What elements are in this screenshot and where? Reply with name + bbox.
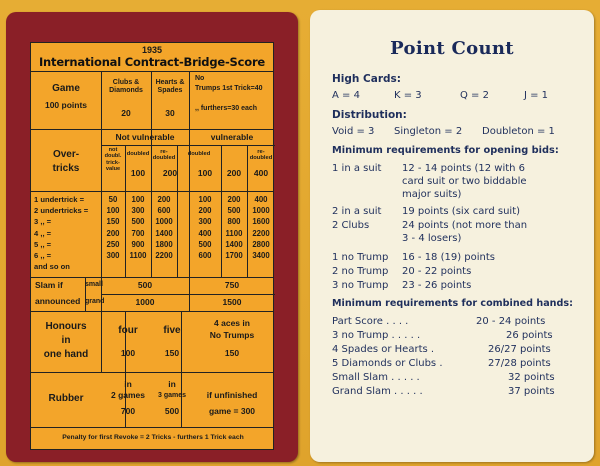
high-card-queen: Q = 2: [460, 90, 489, 101]
distribution-singleton: Singleton = 2: [394, 126, 463, 137]
rubber-two-b: 2 games: [110, 390, 146, 400]
rubber-unfinished: if unfinished: [206, 390, 258, 400]
high-card-ace: A = 4: [332, 90, 360, 101]
rubber-label: Rubber: [48, 393, 84, 404]
undertrick-value: 1400: [155, 228, 173, 238]
undertrick-value: 200: [157, 195, 171, 204]
opening-bid-1-suit-req: 12 - 14 points (12 with 6: [402, 163, 526, 174]
undertrick-value: 150: [106, 217, 120, 227]
undertrick-label: 3 ,, =: [34, 217, 52, 227]
opening-bid-1nt: 1 no Trump: [332, 252, 389, 263]
undertrick-value: 2800: [252, 239, 270, 249]
scoring-card: [6, 12, 298, 462]
rubber-two-a: in: [124, 379, 132, 389]
game-label: Game: [52, 83, 80, 94]
undertrick-value: 200: [106, 228, 120, 238]
combined-grand-slam: Grand Slam . . . . .: [332, 386, 423, 397]
undertrick-value: 2200: [155, 250, 173, 260]
not-doubled-header: not doubl. trick-value: [104, 147, 122, 172]
overtricks-label-2: tricks: [52, 163, 80, 174]
undertrick-label: 2 undertricks =: [34, 206, 89, 216]
overtrick-v-redoubled: 400: [253, 168, 269, 178]
undertrick-col-v-doubled: [222, 194, 246, 261]
point-count-title: Point Count: [390, 38, 514, 59]
no-trumps-line3: ,, furthers=30 each: [195, 105, 258, 112]
opening-bid-1-suit-req: major suits): [402, 189, 462, 200]
point-count-card: [310, 10, 594, 462]
undertrick-value: 1100: [225, 228, 243, 238]
high-cards-heading: High Cards:: [332, 73, 401, 85]
opening-bid-2nt-req: 20 - 22 points: [402, 266, 472, 277]
game-sub: 100 points: [44, 100, 88, 110]
undertrick-value: 500: [131, 217, 145, 227]
honours-label-1: Honours: [45, 321, 87, 332]
slam-grand-label: grand: [85, 298, 105, 305]
high-card-king: K = 3: [394, 90, 422, 101]
undertrick-value: 500: [198, 239, 212, 249]
honours-five-value: 150: [164, 348, 180, 358]
distribution-void: Void = 3: [332, 126, 375, 137]
overtrick-nv-doubled: 100: [130, 168, 146, 178]
opening-bid-2-clubs-req: 24 points (not more than: [402, 220, 528, 231]
slam-label-2: announced: [35, 296, 81, 306]
undertrick-value: 1700: [225, 250, 243, 260]
honours-aces-1: 4 aces in: [214, 318, 250, 328]
rubber-unfinished-value: game = 300: [208, 406, 256, 416]
undertrick-col-nv-undoubled: [101, 194, 125, 261]
undertrick-col-nv-doubled: [126, 194, 150, 261]
not-vulnerable-header: Not vulnerable: [115, 132, 175, 142]
hearts-spades-value: 30: [165, 108, 175, 118]
undertrick-value: 400: [254, 195, 268, 204]
honours-four: four: [118, 325, 138, 336]
undertrick-value: 1100: [129, 250, 147, 260]
undertrick-value: 1600: [252, 217, 270, 227]
honours-label-2: in: [61, 335, 71, 346]
undertrick-value: 1000: [155, 217, 173, 227]
slam-small-label: small: [85, 281, 103, 288]
no-trumps-line1: No: [195, 75, 205, 82]
distribution-heading: Distribution:: [332, 109, 407, 121]
distribution-doubleton: Doubleton = 1: [482, 126, 555, 137]
combined-small-slam: Small Slam . . . . .: [332, 372, 420, 383]
opening-bid-2-suit: 2 in a suit: [332, 206, 382, 217]
undertrick-value: 200: [198, 206, 212, 216]
opening-bids-heading: Minimum requirements for opening bids:: [332, 145, 559, 156]
no-trumps-line2: Trumps 1st Trick=40: [195, 85, 263, 92]
undertrick-col-v-redoubled: [249, 194, 273, 261]
undertrick-value: 500: [227, 206, 241, 216]
undertrick-value: 2200: [252, 228, 270, 238]
undertrick-value: 250: [106, 239, 120, 249]
doubled-header-v: doubled: [187, 151, 211, 157]
opening-bid-2-clubs: 2 Clubs: [332, 220, 370, 231]
combined-small-slam-points: 32 points: [508, 372, 555, 383]
undertrick-value: 400: [198, 228, 212, 238]
overtrick-v-undoubled: 100: [197, 168, 213, 178]
opening-bid-3nt-req: 23 - 26 points: [402, 280, 472, 291]
undertrick-value: 900: [131, 239, 145, 249]
combined-hands-heading: Minimum requirements for combined hands:: [332, 298, 573, 309]
high-card-jack: J = 1: [524, 90, 549, 101]
opening-bid-1-suit-req: card suit or two biddable: [402, 176, 527, 187]
undertrick-value: 100: [106, 206, 120, 216]
slam-label-1: Slam if: [35, 280, 63, 290]
combined-5-minor: 5 Diamonds or Clubs .: [332, 358, 443, 369]
combined-3nt: 3 no Trump . . . . .: [332, 330, 421, 341]
opening-bid-3nt: 3 no Trump: [332, 280, 389, 291]
combined-part-score-points: 20 - 24 points: [476, 316, 546, 327]
opening-bid-2nt: 2 no Trump: [332, 266, 389, 277]
undertrick-value: 3400: [252, 250, 270, 260]
undertrick-label: 4 ,, =: [34, 228, 52, 238]
undertrick-labels: [34, 194, 88, 272]
card-title: International Contract-Bridge-Score: [38, 55, 266, 69]
undertrick-value: 1800: [155, 239, 173, 249]
undertrick-value: 800: [227, 217, 241, 227]
opening-bid-2-suit-req: 19 points (six card suit): [402, 206, 521, 217]
opening-bid-1nt-req: 16 - 18 (19) points: [402, 252, 496, 263]
combined-4-major-points: 26/27 points: [488, 344, 551, 355]
undertrick-label: 1 undertrick =: [34, 195, 85, 204]
opening-bid-1-suit: 1 in a suit: [332, 163, 382, 174]
combined-part-score: Part Score . . . .: [332, 316, 409, 327]
rubber-two-value: 700: [120, 406, 136, 416]
doubled-header-nv: doubled: [126, 151, 150, 157]
hearts-spades-label: Hearts & Spades: [155, 79, 185, 94]
undertrick-value: 300: [198, 217, 212, 227]
grand-slam-v: 1500: [222, 297, 242, 307]
undertrick-value: 700: [131, 228, 145, 238]
honours-aces-value: 150: [224, 348, 240, 358]
clubs-diamonds-label: Clubs & Diamonds: [109, 79, 143, 94]
grand-slam-nv: 1000: [135, 297, 155, 307]
undertrick-col-v-undoubled: [193, 194, 217, 261]
small-slam-nv: 500: [137, 280, 153, 290]
vulnerable-header: vulnerable: [210, 132, 254, 142]
redoubled-header-nv: re-doubled: [152, 149, 176, 162]
card-year: 1935: [141, 45, 163, 55]
combined-grand-slam-points: 37 points: [508, 386, 555, 397]
clubs-diamonds-value: 20: [121, 108, 131, 118]
rubber-three-b: 3 games: [157, 392, 187, 399]
undertrick-value: 100: [198, 195, 212, 204]
revoke-penalty: Penalty for first Revoke = 2 Tricks - furthers 1 Trick each: [62, 434, 244, 441]
combined-3nt-points: 26 points: [506, 330, 553, 341]
honours-five: five: [163, 325, 181, 336]
small-slam-v: 750: [224, 280, 240, 290]
undertrick-value: 100: [131, 195, 145, 204]
undertrick-value: 1000: [252, 206, 270, 216]
undertrick-col-nv-redoubled: [152, 194, 176, 261]
undertrick-label: and so on: [34, 262, 70, 272]
honours-aces-2: No Trumps: [209, 330, 255, 340]
combined-5-minor-points: 27/28 points: [488, 358, 551, 369]
overtrick-v-doubled: 200: [226, 168, 242, 178]
undertrick-value: 1400: [225, 239, 243, 249]
overtricks-label-1: Over-: [52, 149, 80, 160]
undertrick-label: 5 ,, =: [34, 239, 52, 249]
rubber-three-a: in: [168, 379, 176, 389]
undertrick-value: 600: [157, 206, 171, 216]
combined-4-major: 4 Spades or Hearts .: [332, 344, 435, 355]
undertrick-label: 6 ,, =: [34, 250, 52, 260]
undertrick-value: 50: [108, 195, 118, 204]
honours-four-value: 100: [120, 348, 136, 358]
opening-bid-2-clubs-req: 3 - 4 losers): [402, 233, 462, 244]
undertrick-value: 300: [131, 206, 145, 216]
undertrick-value: 300: [106, 250, 120, 260]
honours-label-3: one hand: [43, 349, 89, 360]
scoring-table: [30, 42, 274, 450]
undertrick-value: 200: [227, 195, 241, 204]
undertrick-value: 600: [198, 250, 212, 260]
overtrick-nv-redoubled: 200: [162, 168, 178, 178]
rubber-three-value: 500: [164, 406, 180, 416]
redoubled-header-v: re-doubled: [249, 149, 273, 162]
